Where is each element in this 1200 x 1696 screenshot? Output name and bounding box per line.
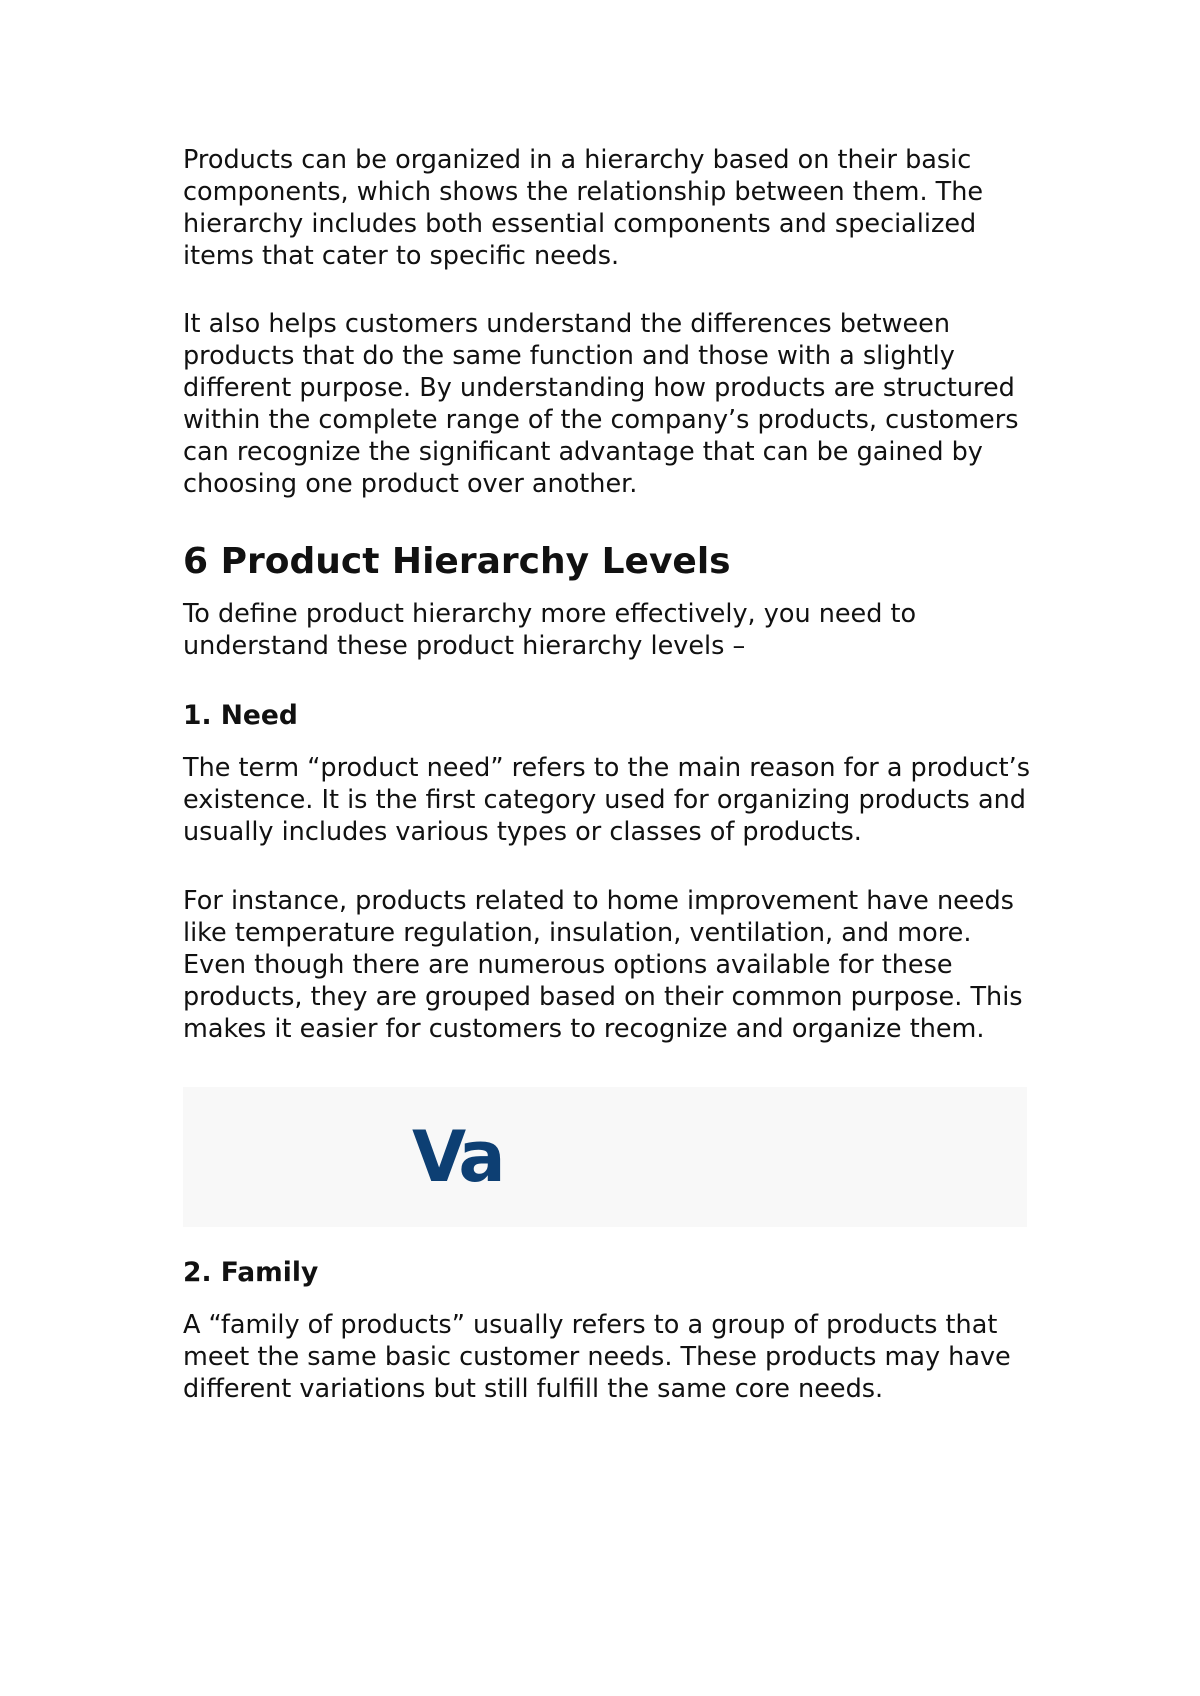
- section-heading: 6 Product Hierarchy Levels: [183, 541, 731, 582]
- ad-banner[interactable]: [183, 1087, 1027, 1227]
- level-heading-family: 2. Family: [183, 1257, 319, 1288]
- family-paragraph-1: A “family of products” usually refers to a group of products that meet the same basic customer needs. These products may have different variations but still fulfill the same core needs.: [183, 1310, 1011, 1404]
- intro-paragraph-1: Products can be organized in a hierarchy based on their basic components, which shows the relationship between them. The hierarchy includes both essential components and specialized items that cater to specific needs.: [183, 145, 984, 271]
- need-paragraph-2: For instance, products related to home improvement have needs like temperature regulation, insulation, ventilation, and more. Even though there are numerous options available for these products, they are grouped based on their common purpose. This makes it easier for customers to recognize and organize them.: [183, 886, 1023, 1044]
- intro-paragraph-2: It also helps customers understand the differences between products that do the same function and those with a slightly different purpose. By understanding how products are structured within the complete range of the company’s products, customers can recognize the significant advantage that can be gained by choosing one product over another.: [183, 309, 1019, 499]
- section-lead-paragraph: To define product hierarchy more effectively, you need to understand these product hierarchy levels –: [183, 599, 917, 661]
- document-page: [183, 144, 1033, 1405]
- level-heading-need: 1. Need: [183, 700, 298, 731]
- banner-logo: Va: [412, 1116, 502, 1198]
- need-paragraph-1: The term “product need” refers to the main reason for a product’s existence. It is the first category used for organizing products and usually includes various types or classes of products.: [183, 753, 1031, 847]
